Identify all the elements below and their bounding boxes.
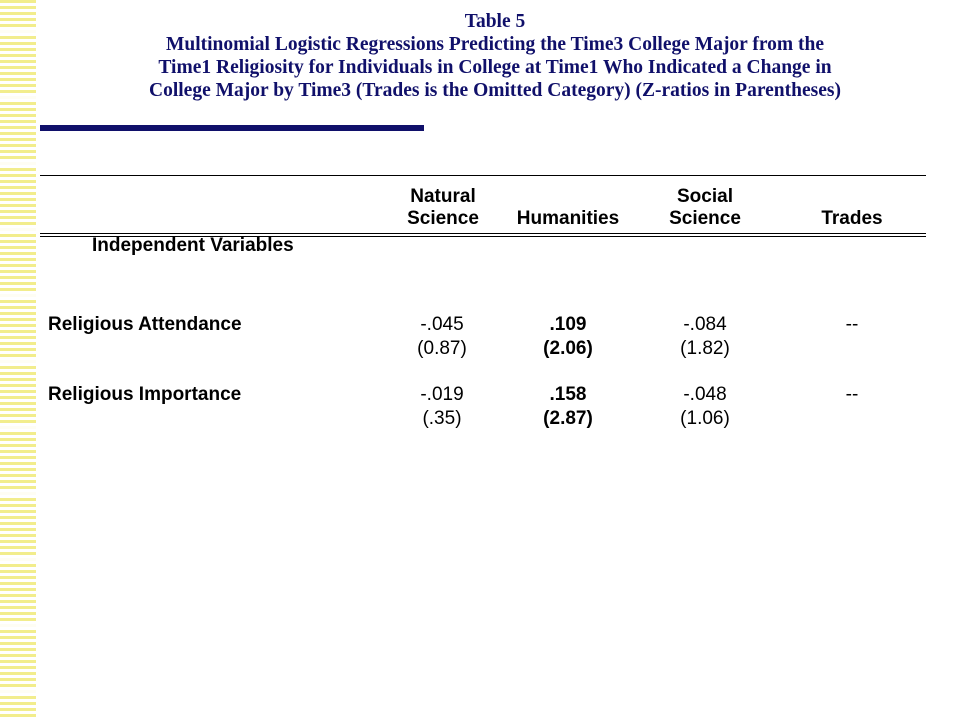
title-line-4: College Major by Time3 (Trades is the Omitted Category) (Z-ratios in Parentheses)	[149, 80, 841, 101]
col-header-humanities	[488, 208, 648, 230]
col-header-line: Natural	[410, 186, 476, 207]
title-line-3: Time1 Religiosity for Individuals in College at Time1 Who Indicated a Change in	[158, 57, 832, 78]
cell-coef: .109	[549, 314, 587, 335]
row-label-religious-importance: Religious Importance	[48, 384, 242, 405]
col-header-trades	[772, 208, 932, 230]
title-line-2: Multinomial Logistic Regressions Predicting the Time3 College Major from the	[165, 34, 825, 55]
section-label-independent-variables: Independent Variables	[92, 235, 294, 256]
col-header-line: Science	[669, 208, 741, 229]
title-underline-rule	[40, 125, 424, 131]
col-header-social-science	[625, 186, 785, 230]
row-label-religious-attendance: Religious Attendance	[48, 314, 242, 335]
title-line-1: Table 5	[464, 11, 526, 32]
cell-z: (2.06)	[543, 338, 593, 359]
cell-z: (0.87)	[417, 338, 467, 359]
cell-coef: -.048	[683, 384, 727, 405]
cell-coef: -.084	[683, 314, 727, 335]
cell-coef: --	[845, 384, 859, 405]
cell-coef: --	[845, 314, 859, 335]
decorative-stripe-bar	[0, 0, 36, 720]
col-header-line: Science	[407, 208, 479, 229]
cell-coef: .158	[549, 384, 587, 405]
cell-z: (1.82)	[680, 338, 730, 359]
slide-title	[40, 10, 950, 102]
col-header-line: Trades	[821, 208, 883, 229]
cell-z: (1.06)	[680, 408, 730, 429]
table-header-rule	[40, 233, 926, 234]
cell-z: (2.87)	[543, 408, 593, 429]
cell-coef: -.045	[420, 314, 464, 335]
cell-z: (.35)	[422, 408, 462, 429]
col-header-line: Social	[677, 186, 733, 207]
cell-coef: -.019	[420, 384, 464, 405]
table-top-rule	[40, 175, 926, 176]
col-header-line: Humanities	[516, 208, 620, 229]
